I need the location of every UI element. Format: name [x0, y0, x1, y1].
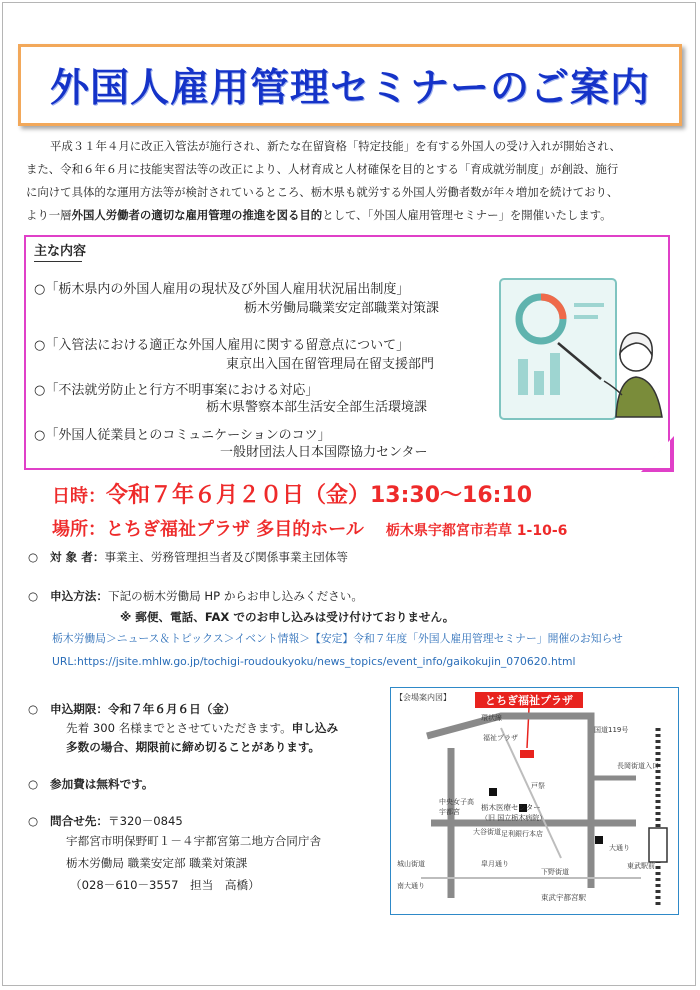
jacket-icon	[616, 377, 662, 417]
bullet-circle-icon: ○	[28, 550, 39, 564]
intro-line-3: に向けて具体的な運用方法等が検討されているところ、栃木県も就労する外国人労働者数が年々増加を続けており、	[26, 185, 619, 199]
map-label: 国道119号	[594, 726, 629, 734]
map-label: 宇都宮	[439, 808, 460, 816]
bar-icon	[550, 353, 560, 395]
content-item-org: 一般財団法人日本国際協力センター	[220, 445, 428, 460]
deadline-note-1-bold: 申し込み	[291, 721, 339, 735]
map-label: 東武駅前	[627, 862, 655, 870]
deadline-note-1	[66, 718, 338, 738]
content-item-3	[34, 381, 428, 415]
content-item-topic: ○「不法就労防止と行方不明事案における対応」	[34, 383, 319, 398]
map-label: 福祉プラザ	[483, 734, 518, 742]
target-row	[28, 547, 348, 567]
map-label: 南大通り	[397, 882, 425, 890]
intro-line-1: 平成３１年４月に改正入管法が施行され、新たな在留資格「特定技能」を有する外国人の受け入れが開始され、	[50, 139, 621, 153]
bar-icon	[534, 371, 544, 395]
content-item-org: 栃木労働局職業安定部職業対策課	[244, 301, 440, 316]
content-heading: 主な内容	[34, 240, 86, 259]
apply-row	[28, 586, 363, 606]
board-line	[574, 315, 598, 319]
contact-label: 問合せ先：	[50, 814, 108, 828]
bullet-circle-icon: ○	[28, 777, 39, 791]
map-label: 中央女子高	[439, 798, 474, 806]
fee-text: 参加費は無料です。	[50, 777, 154, 791]
presenter-illustration	[496, 259, 666, 439]
content-item-topic: ○「外国人従業員とのコミュニケーションのコツ」	[34, 428, 331, 443]
intro-line-4-bold: 外国人労働者の適切な雇用管理の推進を図る目的	[71, 208, 323, 222]
map-caption: 【会場案内図】	[395, 693, 451, 702]
event-address: 栃木県宇都宮市若草 1-10-6	[385, 523, 568, 539]
intro-line-4-pre: より一層	[26, 208, 72, 222]
target-value: 事業主、労務管理担当者及び関係事業主団体等	[104, 550, 348, 564]
content-item-2	[34, 336, 435, 372]
map-label: 東武宇都宮駅	[541, 893, 586, 902]
contact-dept: 栃木労働局 職業安定部 職業対策課	[66, 856, 248, 870]
event-date	[52, 478, 532, 509]
venue-map	[390, 687, 679, 915]
landmark-icon	[595, 836, 603, 844]
apply-note	[120, 607, 454, 627]
event-place-label: 場所：	[52, 519, 106, 540]
target-label: 対 象 者：	[50, 550, 105, 564]
bullet-circle-icon: ○	[28, 702, 39, 716]
map-label: 城山街道	[397, 860, 425, 868]
deadline-label: 申込期限：	[50, 702, 108, 716]
apply-value: 下記の栃木労働局 HP からお申し込みください。	[107, 589, 363, 603]
breadcrumb-link[interactable]: 栃木労働局＞ニュース＆トピックス＞イベント情報＞【安定】令和７年度「外国人雇用管理セミナー」開催のお知らせ	[52, 632, 623, 645]
map-label: 下野街道	[541, 868, 569, 876]
station-icon	[649, 828, 667, 862]
map-label: 足利銀行本店	[501, 830, 543, 838]
url-link[interactable]: URL:https://jsite.mhlw.go.jp/tochigi-roudoukyoku/news_topics/event_info/gaikokujin_070620.html	[52, 655, 576, 668]
intro-line-2: また、令和６年６月に技能実習法等の改正により、人材育成と人材確保を目的とする「育成就労制度」が創設、施行	[26, 162, 619, 176]
deadline-value: 令和７年６月６日（金）	[107, 702, 236, 716]
event-place-value: とちぎ福祉プラザ 多目的ホール	[106, 519, 364, 540]
venue-marker	[520, 750, 534, 758]
bullet-circle-icon: ○	[28, 814, 39, 828]
intro-line-4-post: として、「外国人雇用管理セミナー」を開催いたします。	[322, 208, 612, 222]
contact-row	[28, 811, 183, 831]
event-date-value: 令和７年６月２０日（金）13:30～16:10	[106, 483, 533, 508]
intro-paragraph	[26, 135, 678, 227]
venue-label: とちぎ福祉プラザ	[485, 694, 573, 707]
content-item-1	[34, 280, 440, 316]
bullet-circle-icon: ○	[28, 589, 39, 603]
contact-zip: 〒320－0845	[107, 814, 183, 828]
contact-tel: （028－610－3557 担当 高橋）	[70, 878, 260, 892]
content-item-org: 東京出入国在留管理局在留支援部門	[226, 357, 435, 372]
venue-map-drawing	[391, 688, 677, 913]
apply-label: 申込方法：	[50, 589, 108, 603]
bar-icon	[518, 359, 528, 395]
board-line	[574, 303, 604, 307]
content-item-topic: ○「入管法における適正な外国人雇用に関する留意点について」	[34, 338, 410, 353]
map-label: 大通り	[609, 844, 630, 852]
map-label: 栃木医療センター	[481, 803, 541, 812]
event-date-label: 日時：	[52, 486, 106, 507]
page-title: 外国人雇用管理セミナーのご案内	[49, 66, 650, 111]
apply-note-text: ※ 郵便、電話、FAX でのお申し込みは受け付けておりません。	[120, 610, 455, 624]
road-diagonal	[501, 728, 561, 858]
deadline-note-2	[66, 737, 320, 757]
map-label: 皐月通り	[481, 860, 509, 868]
map-label: 長岡街道入口	[617, 762, 659, 770]
landmark-icon	[489, 788, 497, 796]
main-content-box	[24, 235, 670, 470]
map-label: 環状線	[481, 714, 502, 722]
content-item-topic: ○「栃木県内の外国人雇用の現状及び外国人雇用状況届出制度」	[34, 282, 410, 297]
content-item-4	[34, 426, 428, 460]
content-item-org: 栃木県警察本部生活安全部生活環境課	[206, 400, 428, 415]
intro-line-4	[26, 204, 678, 227]
box-fold-corner-inner	[644, 440, 670, 468]
deadline-note-2-text: 多数の場合、期限前に締め切ることがあります。	[66, 740, 321, 754]
map-label: 戸祭	[531, 782, 545, 790]
map-label: （旧 国立栃木病院）	[481, 814, 547, 822]
fee-row	[28, 774, 153, 794]
event-place	[52, 515, 567, 541]
deadline-row	[28, 699, 236, 719]
contact-address: 宇都宮市明保野町１－４宇都宮第二地方合同庁舎	[66, 834, 322, 848]
deadline-note-1-pre: 先着 300 名様までとさせていただきます。	[66, 721, 292, 735]
title-box	[18, 44, 682, 126]
map-label: 大谷街道	[473, 828, 501, 836]
